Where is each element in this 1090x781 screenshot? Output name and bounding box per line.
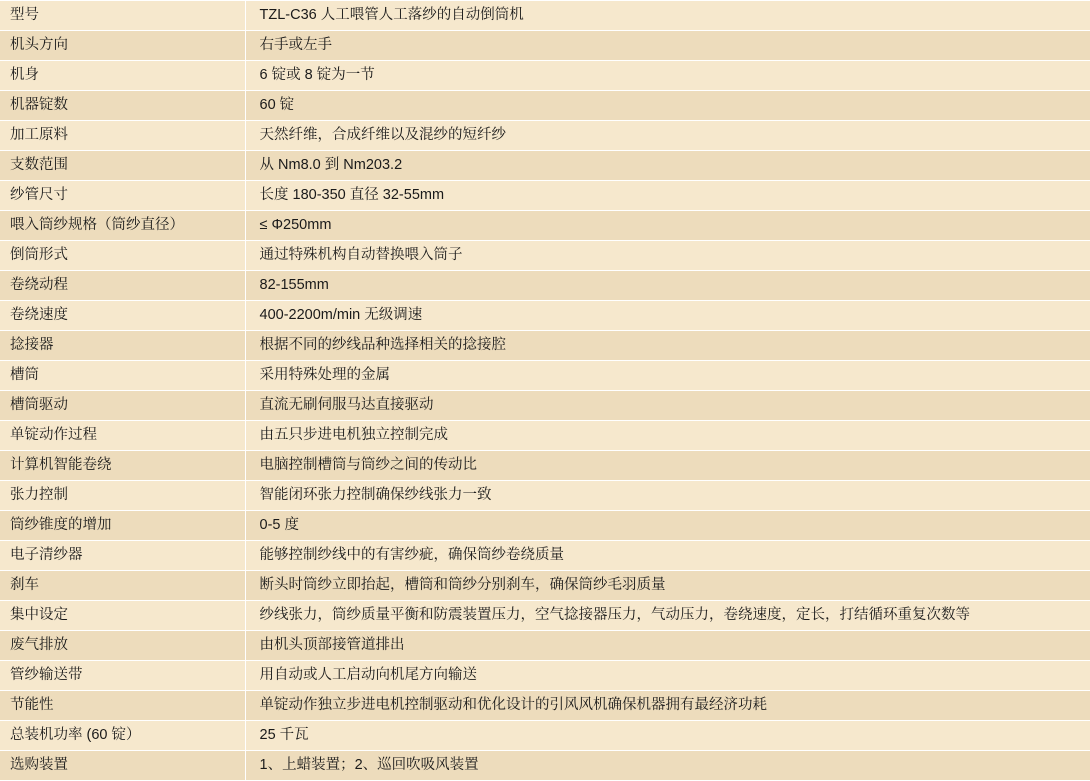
spec-value: 6 锭或 8 锭为一节 (245, 61, 1090, 91)
spec-label: 机身 (0, 61, 245, 91)
spec-value: 从 Nm8.0 到 Nm203.2 (245, 151, 1090, 181)
table-row (0, 601, 1090, 631)
spec-label: 节能性 (0, 691, 245, 721)
spec-label: 计算机智能卷绕 (0, 451, 245, 481)
table-row (0, 391, 1090, 421)
spec-value: 60 锭 (245, 91, 1090, 121)
spec-value: 采用特殊处理的金属 (245, 361, 1090, 391)
spec-value: 通过特殊机构自动替换喂入筒子 (245, 241, 1090, 271)
table-row (0, 481, 1090, 511)
spec-value: ≤ Φ250mm (245, 211, 1090, 241)
table-row (0, 1, 1090, 31)
spec-label: 张力控制 (0, 481, 245, 511)
spec-value: 0-5 度 (245, 511, 1090, 541)
table-row (0, 541, 1090, 571)
spec-value: 直流无刷伺服马达直接驱动 (245, 391, 1090, 421)
table-row (0, 301, 1090, 331)
table-row (0, 211, 1090, 241)
spec-label: 机头方向 (0, 31, 245, 61)
table-row (0, 31, 1090, 61)
spec-label: 槽筒驱动 (0, 391, 245, 421)
spec-label: 纱管尺寸 (0, 181, 245, 211)
table-row (0, 91, 1090, 121)
spec-label: 支数范围 (0, 151, 245, 181)
spec-label: 总装机功率 (60 锭） (0, 721, 245, 751)
table-row (0, 181, 1090, 211)
table-row (0, 331, 1090, 361)
spec-value: 能够控制纱线中的有害纱疵，确保筒纱卷绕质量 (245, 541, 1090, 571)
spec-label: 卷绕动程 (0, 271, 245, 301)
table-row (0, 421, 1090, 451)
table-row (0, 271, 1090, 301)
table-row (0, 691, 1090, 721)
spec-label: 筒纱锥度的增加 (0, 511, 245, 541)
table-row (0, 61, 1090, 91)
spec-value: 纱线张力，筒纱质量平衡和防震装置压力，空气捻接器压力，气动压力，卷绕速度，定长，打结循环重复次数等 (245, 601, 1090, 631)
table-row (0, 571, 1090, 601)
spec-value: 天然纤维，合成纤维以及混纱的短纤纱 (245, 121, 1090, 151)
spec-label: 电子清纱器 (0, 541, 245, 571)
spec-label: 单锭动作过程 (0, 421, 245, 451)
spec-label: 刹车 (0, 571, 245, 601)
spec-label: 槽筒 (0, 361, 245, 391)
table-row (0, 721, 1090, 751)
specification-table-body (0, 1, 1090, 781)
spec-label: 加工原料 (0, 121, 245, 151)
spec-value: 由机头顶部接管道排出 (245, 631, 1090, 661)
table-row (0, 511, 1090, 541)
spec-label: 喂入筒纱规格（筒纱直径） (0, 211, 245, 241)
table-row (0, 451, 1090, 481)
spec-label: 管纱输送带 (0, 661, 245, 691)
table-row (0, 661, 1090, 691)
spec-value: 用自动或人工启动向机尾方向输送 (245, 661, 1090, 691)
spec-value: 25 千瓦 (245, 721, 1090, 751)
spec-label: 机器锭数 (0, 91, 245, 121)
table-row (0, 751, 1090, 781)
spec-value: 长度 180-350 直径 32-55mm (245, 181, 1090, 211)
spec-value: 断头时筒纱立即抬起，槽筒和筒纱分别刹车，确保筒纱毛羽质量 (245, 571, 1090, 601)
spec-label: 选购装置 (0, 751, 245, 781)
spec-label: 倒筒形式 (0, 241, 245, 271)
table-row (0, 121, 1090, 151)
spec-label: 废气排放 (0, 631, 245, 661)
spec-value: 1、上蜡装置；2、巡回吹吸风装置 (245, 751, 1090, 781)
spec-value: 根据不同的纱线品种选择相关的捻接腔 (245, 331, 1090, 361)
spec-label: 型号 (0, 1, 245, 31)
spec-value: 电脑控制槽筒与筒纱之间的传动比 (245, 451, 1090, 481)
table-row (0, 631, 1090, 661)
table-row (0, 151, 1090, 181)
spec-label: 卷绕速度 (0, 301, 245, 331)
spec-value: 智能闭环张力控制确保纱线张力一致 (245, 481, 1090, 511)
table-row (0, 241, 1090, 271)
spec-label: 集中设定 (0, 601, 245, 631)
table-row (0, 361, 1090, 391)
spec-value: 400-2200m/min 无级调速 (245, 301, 1090, 331)
spec-value: 由五只步进电机独立控制完成 (245, 421, 1090, 451)
spec-value: 单锭动作独立步进电机控制驱动和优化设计的引风风机确保机器拥有最经济功耗 (245, 691, 1090, 721)
spec-label: 捻接器 (0, 331, 245, 361)
spec-value: TZL-C36 人工喂管人工落纱的自动倒筒机 (245, 1, 1090, 31)
spec-value: 82-155mm (245, 271, 1090, 301)
spec-value: 右手或左手 (245, 31, 1090, 61)
